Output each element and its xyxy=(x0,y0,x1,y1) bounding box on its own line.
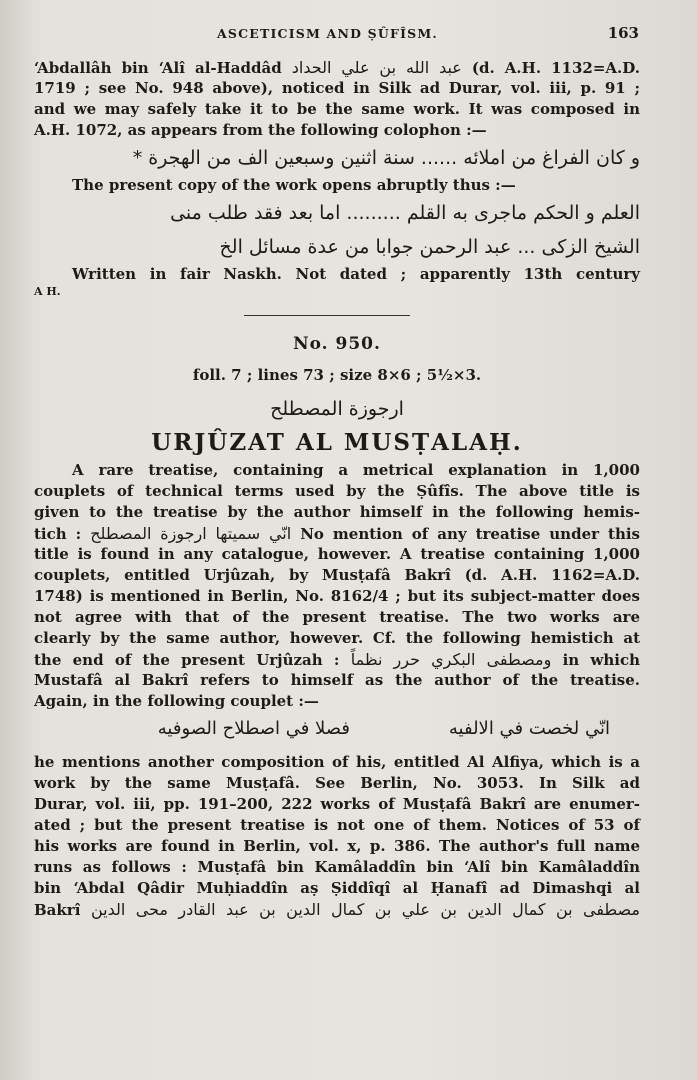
text-line: given to the treatise by the author himself in the following hemis- xyxy=(34,503,640,521)
text-line: A.H. 1072, as appears from the following colophon :— xyxy=(34,121,487,139)
text-span: ‘Abdallâh bin ‘Alî al-Haddâd xyxy=(34,59,282,77)
couplet-second-hemistich: فصلا في اصطلاح الصوفيه xyxy=(157,718,350,739)
text-line: Again, in the following couplet :— xyxy=(34,692,319,710)
text-line: 1719 ; see No. 948 above), noticed in Silk ad Durar, vol. iii, p. 91 ; xyxy=(34,79,640,97)
entry-number: No. 950. xyxy=(293,334,381,354)
text-line: and we may safely take it to be the same work. It was composed in xyxy=(34,100,640,118)
arabic-quote: ومصطفى البكري حرر نظماً xyxy=(350,650,552,669)
text-line: his works are found in Berlin, vol. x, p. 386. The author's full name xyxy=(34,837,640,855)
arabic-couplet xyxy=(34,712,640,752)
text-line: Durar, vol. iii, pp. 191–200, 222 works of Musṭafâ Bakrî are enumer- xyxy=(34,795,640,813)
text-line: couplets of technical terms used by the Ṣûfîs. The above title is xyxy=(34,482,640,500)
text-line xyxy=(34,57,640,78)
text-line: runs as follows : Musṭafâ bin Kamâladdîn bin ‘Alî bin Kamâladdîn xyxy=(34,858,640,876)
text-span: (d. A.H. 1132=A.D. xyxy=(471,59,640,77)
text-line: The present copy of the work opens abruptly thus :— xyxy=(72,176,516,194)
text-line xyxy=(34,523,640,544)
entry-title: URJÛZAT AL MUSṬALAḤ. xyxy=(151,429,523,456)
text-line: ated ; but the present treatise is not one of them. Notices of 53 of xyxy=(34,816,640,834)
text-line: Mustafâ al Bakrî refers to himself as the author of the treatise. xyxy=(34,671,640,689)
page-header xyxy=(0,24,697,46)
text-line xyxy=(34,899,640,920)
text-line xyxy=(34,649,640,670)
entry-meta: foll. 7 ; lines 73 ; size 8×6 ; 5½×3. xyxy=(192,366,482,384)
text-line: 1748) is mentioned in Berlin, No. 8162/4 ; but its subject-matter does xyxy=(34,587,640,605)
arabic-name: عبد الله بن علي الحداد xyxy=(291,58,462,77)
text-line: clearly by the same author, however. Cf. the following hemistich at xyxy=(34,629,640,647)
text-line: work by the same Musṭafâ. See Berlin, No. 3053. In Silk ad xyxy=(34,774,640,792)
text-line: A H. xyxy=(34,285,61,298)
text-line: title is found in any catalogue, however. A treatise containing 1,000 xyxy=(34,545,640,563)
text-line: couplets, entitled Urjûzah, by Musṭafâ Bakrî (d. A.H. 1162=A.D. xyxy=(34,566,640,584)
text-line: not agree with that of the present treatise. The two works are xyxy=(34,608,640,626)
text-span: tich : xyxy=(34,525,82,543)
arabic-quote: انّي سميتها ارجوزة المصطلح xyxy=(90,524,292,543)
section-divider xyxy=(244,315,410,316)
arabic-name: مصطفى بن كمال الدين بن علي بن كمال الدين بن عبد القادر محى الدين xyxy=(90,900,640,919)
text-line: A rare treatise, containing a metrical explanation in 1,000 xyxy=(72,461,640,479)
text-span: the end of the present Urjûzah : xyxy=(34,651,340,669)
page-body xyxy=(34,57,640,920)
arabic-colophon: و كان الفراغ من املائه ...... سنة اثنين وسبعين الف من الهجرة * xyxy=(132,147,640,169)
arabic-title: ارجوزة المصطلح xyxy=(270,398,404,420)
couplet-first-hemistich: انّي لخصت في الالفيه xyxy=(448,718,610,739)
page-number: 163 xyxy=(607,24,639,42)
arabic-opening-line: العلم و الحكم ماجرى به القلم ......... اما بعد فقد طلب منى xyxy=(170,202,640,224)
text-line: he mentions another composition of his, entitled Al Alfiya, which is a xyxy=(34,753,640,771)
text-span: No mention of any treatise under this xyxy=(300,525,640,543)
text-span: Bakrî xyxy=(34,901,81,919)
text-line: Written in fair Naskh. Not dated ; apparently 13th century xyxy=(72,265,640,283)
text-span: in which xyxy=(562,651,640,669)
arabic-opening-line: الشيخ الزكى ... عبد الرحمن جوابا من عدة مسائل الخ xyxy=(219,236,640,258)
running-title: ASCETICISM AND ṢÛFÎSM. xyxy=(217,26,438,41)
text-line: bin ‘Abdal Qâdir Muḥiaddîn aṣ Ṣiddîqî al Ḥanafî ad Dimashqi al xyxy=(34,879,640,897)
